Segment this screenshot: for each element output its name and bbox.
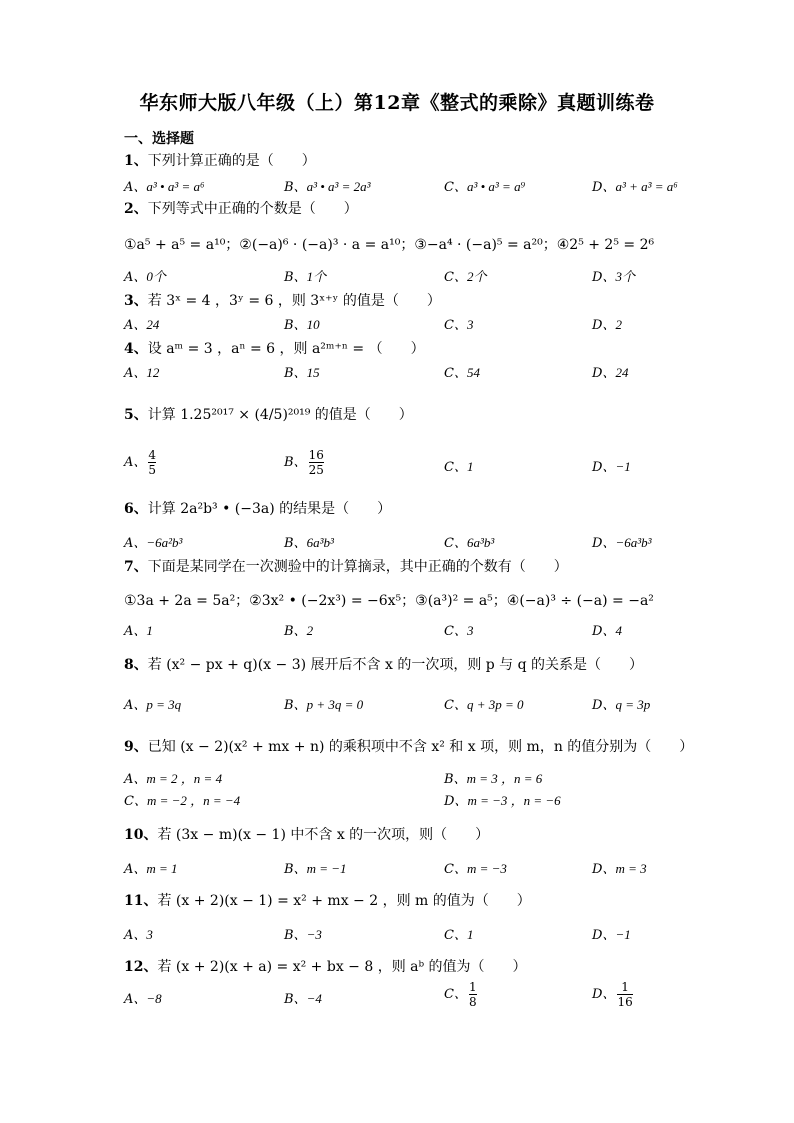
question-stem: 若 (x² − px + q)(x − 3) 展开后不含 x 的一次项，则 p 与 q 的关系是（ ） xyxy=(147,657,644,673)
question-stem: 下列等式中正确的个数是（ ） xyxy=(147,201,358,217)
option-b[interactable] xyxy=(444,768,542,787)
option-label: B、 xyxy=(284,928,307,943)
option-d[interactable] xyxy=(444,790,561,809)
option-row xyxy=(124,924,704,944)
option-label: C、 xyxy=(444,928,467,943)
option-label: B、 xyxy=(284,455,307,470)
option-text: a³ + a³ = a⁶ xyxy=(615,179,678,194)
option-label: A、 xyxy=(124,992,147,1007)
option-text: 1 xyxy=(466,459,474,474)
question-5 xyxy=(124,404,413,424)
option-label: B、 xyxy=(284,270,307,285)
option-d[interactable] xyxy=(592,362,628,381)
option-text: −8 xyxy=(146,991,162,1006)
question-stem: 下面是某同学在一次测验中的计算摘录，其中正确的个数有（ ） xyxy=(147,559,568,575)
option-text: 24 xyxy=(146,317,160,332)
option-label: A、 xyxy=(124,455,147,470)
option-label: D、 xyxy=(592,536,616,551)
question-stem: 若 (3x − m)(x − 1) 中不含 x 的一次项，则（ ） xyxy=(157,827,490,843)
option-text: −1 xyxy=(615,459,631,474)
option-label: A、 xyxy=(124,862,147,877)
option-row xyxy=(124,266,704,286)
option-text: m = −1 xyxy=(306,861,347,876)
option-label: B、 xyxy=(284,992,307,1007)
option-label: D、 xyxy=(592,928,616,943)
option-d[interactable] xyxy=(592,314,622,333)
option-d[interactable] xyxy=(592,532,652,551)
question-number: 1、 xyxy=(124,153,148,169)
option-text: 3 xyxy=(466,623,474,638)
question-number: 2、 xyxy=(124,201,148,217)
question-stem: 下列计算正确的是（ ） xyxy=(147,153,316,169)
option-row xyxy=(124,456,704,476)
option-text: 12 xyxy=(146,365,160,380)
option-text: p + 3q = 0 xyxy=(306,697,364,712)
option-label: B、 xyxy=(284,366,307,381)
question-4 xyxy=(124,338,425,358)
option-text: a³ • a³ = a⁹ xyxy=(466,179,526,194)
question-10 xyxy=(124,824,489,844)
question-expression-list: ①a⁵ + a⁵ = a¹⁰；②(−a)⁶ · (−a)³ · a = a¹⁰；③−a⁴ · (−a)⁵ = a²⁰；④2⁵ + 2⁵ = 2⁶ xyxy=(124,237,655,253)
option-label: C、 xyxy=(444,366,467,381)
fraction-numerator: 1 xyxy=(468,980,477,994)
option-text: 24 xyxy=(615,365,629,380)
option-label: A、 xyxy=(124,624,147,639)
option-label: C、 xyxy=(444,698,467,713)
question-stem: 若 3ˣ = 4 ，3ʸ = 6 ，则 3ˣ⁺ʸ 的值是（ ） xyxy=(147,293,441,309)
option-text: −6a²b³ xyxy=(146,535,183,550)
option-label: C、 xyxy=(444,536,467,551)
fraction-denominator: 5 xyxy=(148,463,157,477)
question-11 xyxy=(124,890,531,910)
question-1 xyxy=(124,150,316,170)
question-number: 9、 xyxy=(124,739,148,755)
option-d[interactable] xyxy=(592,694,650,713)
option-d[interactable] xyxy=(592,456,631,475)
option-text: p = 3q xyxy=(146,697,182,712)
option-d[interactable] xyxy=(592,176,678,195)
option-label: A、 xyxy=(124,270,147,285)
option-text: m = 2 ，n = 4 xyxy=(146,771,223,786)
question-number: 3、 xyxy=(124,293,148,309)
option-text: q + 3p = 0 xyxy=(466,697,524,712)
option-label: D、 xyxy=(592,270,616,285)
option-text: −4 xyxy=(306,991,322,1006)
option-text: m = 3 xyxy=(615,861,647,876)
option-label: D、 xyxy=(592,318,616,333)
option-d[interactable] xyxy=(592,266,635,285)
option-label: A、 xyxy=(124,928,147,943)
fraction-denominator: 8 xyxy=(468,995,477,1009)
option-label: B、 xyxy=(284,862,307,877)
option-text: 54 xyxy=(466,365,480,380)
option-label: A、 xyxy=(124,366,147,381)
option-text: −3 xyxy=(306,927,322,942)
option-text: 3 xyxy=(146,927,153,942)
option-d[interactable] xyxy=(592,924,631,943)
option-label: A、 xyxy=(124,772,147,787)
question-12 xyxy=(124,956,527,976)
option-text: m = −3 xyxy=(466,861,507,876)
option-label: D、 xyxy=(592,624,616,639)
section-heading: 一、选择题 xyxy=(124,131,194,147)
question-8 xyxy=(124,654,643,674)
option-label: A、 xyxy=(124,318,147,333)
option-text: m = −2 ，n = −4 xyxy=(146,793,241,808)
option-label: C、 xyxy=(124,794,147,809)
option-row xyxy=(124,980,704,1009)
option-text: 1个 xyxy=(306,269,327,284)
question-6 xyxy=(124,498,391,518)
option-d[interactable] xyxy=(592,620,622,639)
option-d[interactable] xyxy=(592,858,647,877)
question-number: 6、 xyxy=(124,501,148,517)
question-number: 10、 xyxy=(124,827,158,843)
option-text: 1 xyxy=(146,623,153,638)
option-row xyxy=(124,362,704,382)
question-stem: 设 aᵐ = 3 ，aⁿ = 6 ，则 a²ᵐ⁺ⁿ = （ ） xyxy=(147,341,425,357)
option-label: D、 xyxy=(592,862,616,877)
option-row xyxy=(124,314,704,334)
option-label: D、 xyxy=(592,460,616,475)
option-label: D、 xyxy=(592,987,616,1002)
option-text: 3个 xyxy=(615,269,635,284)
question-number: 11、 xyxy=(124,893,158,909)
option-text: m = 1 xyxy=(146,861,178,876)
option-text: 3 xyxy=(466,317,474,332)
option-label: A、 xyxy=(124,180,147,195)
option-label: C、 xyxy=(444,318,467,333)
option-label: D、 xyxy=(592,366,616,381)
option-text: 4 xyxy=(615,623,622,638)
question-7 xyxy=(124,556,568,576)
option-text: 15 xyxy=(306,365,320,380)
question-stem: 若 (x + 2)(x − 1) = x² + mx − 2 ，则 m 的值为（ ） xyxy=(157,893,531,909)
option-label: A、 xyxy=(124,536,147,551)
question-stem: 若 (x + 2)(x + a) = x² + bx − 8 ，则 aᵇ 的值为（ ） xyxy=(157,959,527,975)
question-2 xyxy=(124,198,358,218)
option-label: C、 xyxy=(444,270,467,285)
option-label: C、 xyxy=(444,987,467,1002)
fraction-numerator: 1 xyxy=(621,980,629,994)
option-label: B、 xyxy=(284,536,307,551)
option-row xyxy=(124,620,704,640)
question-number: 5、 xyxy=(124,407,148,423)
option-text: a³ • a³ = 2a³ xyxy=(306,179,371,194)
option-row xyxy=(124,694,704,714)
option-label: B、 xyxy=(284,698,307,713)
fraction-numerator: 4 xyxy=(148,448,157,462)
question-number: 4、 xyxy=(124,341,148,357)
fraction-numerator: 16 xyxy=(308,448,324,462)
question-number: 7、 xyxy=(124,559,148,575)
option-text: 6a³b³ xyxy=(466,535,495,550)
fraction xyxy=(617,980,632,1009)
option-text: −1 xyxy=(615,927,631,942)
option-label: C、 xyxy=(444,180,467,195)
option-text: q = 3p xyxy=(615,697,651,712)
option-text: 10 xyxy=(306,317,320,332)
option-label: B、 xyxy=(444,772,467,787)
option-text: a³ • a³ = a⁶ xyxy=(146,179,205,194)
fraction-denominator: 16 xyxy=(617,995,633,1009)
option-text: 6a³b³ xyxy=(306,535,334,550)
option-text: m = −3 ，n = −6 xyxy=(467,793,561,808)
option-row xyxy=(124,790,704,810)
option-text: m = 3 ，n = 6 xyxy=(466,771,543,786)
option-text: −6a³b³ xyxy=(615,535,652,550)
option-row xyxy=(124,768,704,788)
option-d[interactable] xyxy=(592,980,633,1009)
option-label: B、 xyxy=(284,624,307,639)
option-label: C、 xyxy=(444,624,467,639)
fraction-denominator: 25 xyxy=(308,463,324,477)
question-expression-list: ①3a + 2a = 5a²；②3x² • (−2x³) = −6x⁵；③(a³)² = a⁵；④(−a)³ ÷ (−a) = −a² xyxy=(124,593,654,609)
option-row xyxy=(124,176,704,196)
question-9 xyxy=(124,736,693,756)
option-label: A、 xyxy=(124,698,147,713)
option-label: D、 xyxy=(444,794,468,809)
question-3 xyxy=(124,290,441,310)
option-label: D、 xyxy=(592,698,616,713)
option-label: B、 xyxy=(284,180,307,195)
option-label: D、 xyxy=(592,180,616,195)
question-stem: 计算 1.25²⁰¹⁷ × (4/5)²⁰¹⁹ 的值是（ ） xyxy=(147,407,413,423)
question-stem: 计算 2a²b³ • (−3a) 的结果是（ ） xyxy=(147,501,392,517)
option-text: 1 xyxy=(466,927,474,942)
option-text: 0个 xyxy=(146,269,166,284)
question-number: 8、 xyxy=(124,657,148,673)
question-number: 12、 xyxy=(124,959,158,975)
option-label: C、 xyxy=(444,460,467,475)
option-row xyxy=(124,532,704,552)
option-label: B、 xyxy=(284,318,307,333)
option-row xyxy=(124,858,704,878)
option-label: C、 xyxy=(444,862,467,877)
question-stem: 已知 (x − 2)(x² + mx + n) 的乘积项中不含 x² 和 x 项，则 m，n 的值分别为（ ） xyxy=(147,739,694,755)
page-title: 华东师大版八年级（上）第12章《整式的乘除》真题训练卷 xyxy=(139,92,655,114)
option-text: 2 xyxy=(615,317,622,332)
option-text: 2个 xyxy=(466,269,487,284)
option-text: 2 xyxy=(306,623,314,638)
